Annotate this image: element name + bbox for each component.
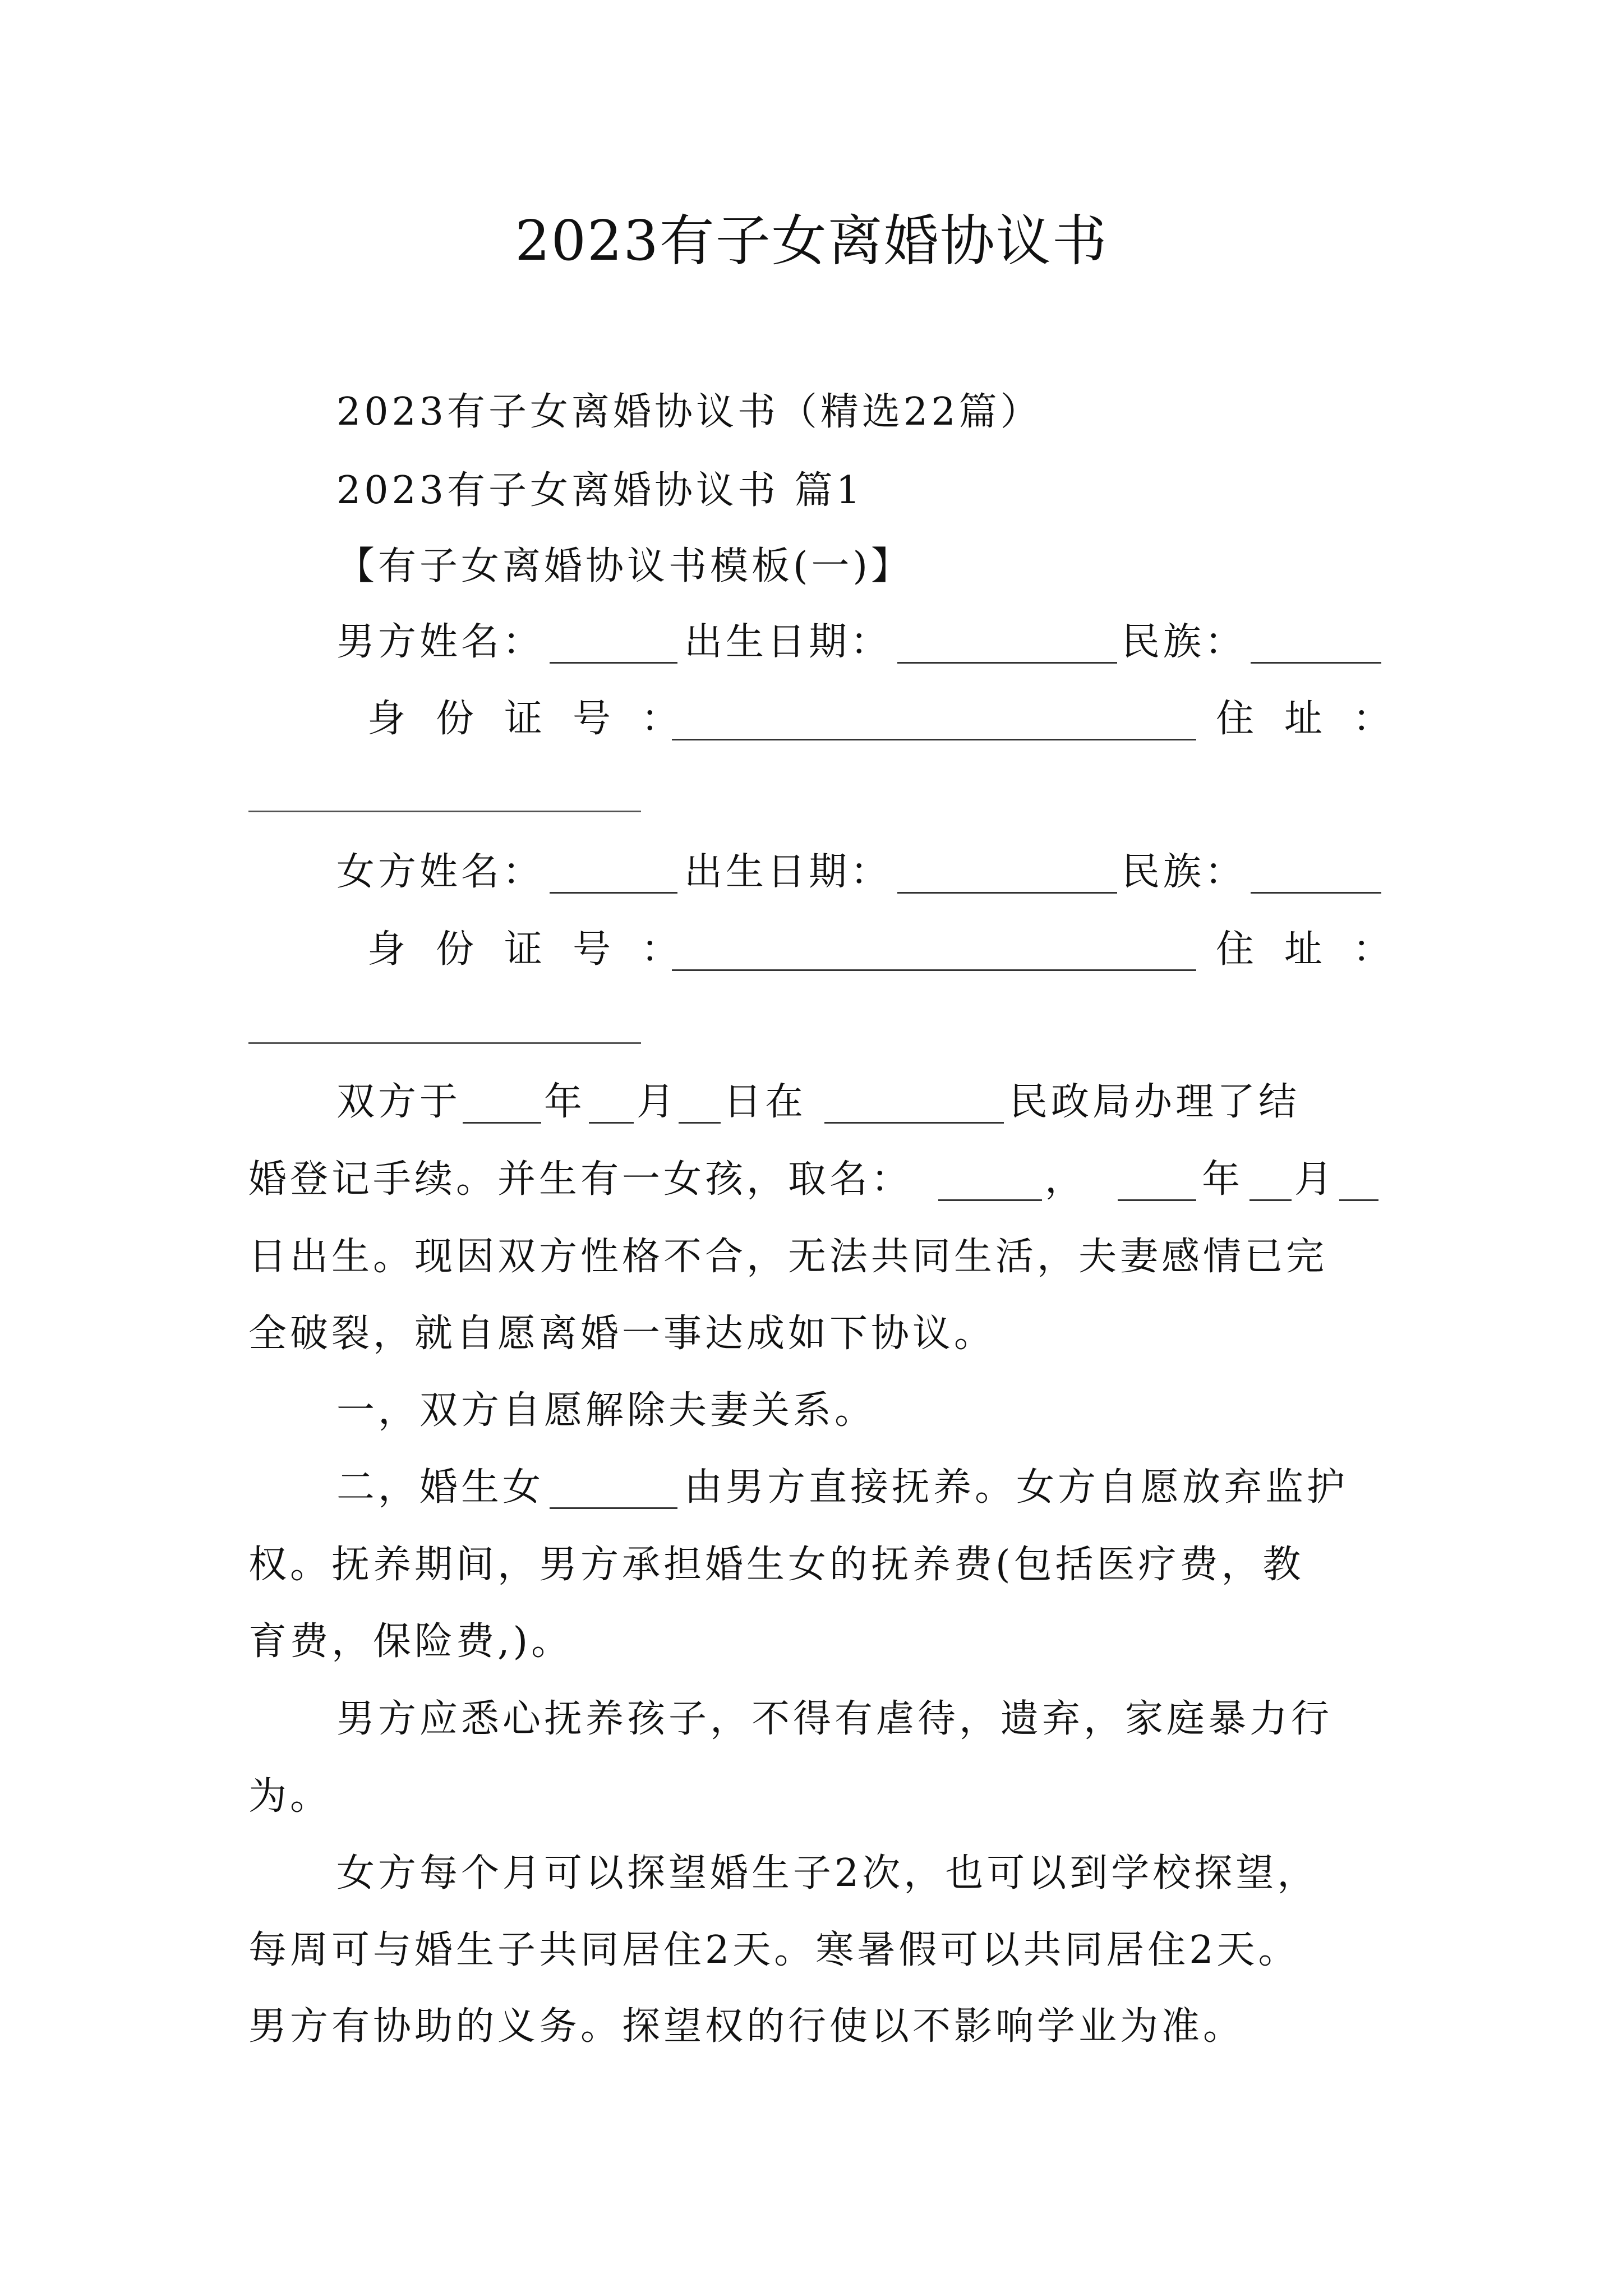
para1-text-e: 民政局办理了结 [1009,1080,1301,1124]
female-address-label: 住址： [1216,927,1422,972]
male-name-label: 男方姓名： [336,620,545,664]
marriage-month-blank[interactable] [589,1122,634,1124]
clause-2-text-b: 由男方直接抚养。女方自愿放弃监护 [684,1465,1349,1510]
male-duty-line2: 为。 [248,1774,332,1819]
visit-line1: 女方每个月可以探望婚生子2次，也可以到学校探望， [336,1851,1319,1895]
female-address-blank[interactable] [248,1042,641,1044]
male-birth-blank[interactable] [897,662,1117,664]
male-birth-label: 出生日期： [684,620,892,664]
para1-line4: 全破裂，就自愿离婚一事达成如下协议。 [248,1312,996,1356]
female-birth-label: 出生日期： [684,850,892,894]
female-id-blank[interactable] [672,969,1196,971]
male-id-label: 身份证号： [367,697,710,741]
template-heading: 【有子女离婚协议书模板(一)】 [336,544,913,588]
para1-text-l2b: ， [1045,1157,1087,1202]
female-birth-blank[interactable] [897,892,1117,894]
para1-text-l2c: 年 [1202,1157,1244,1202]
female-ethnic-blank[interactable] [1251,892,1381,894]
clause-1: 一，双方自愿解除夫妻关系。 [336,1388,877,1433]
male-address-blank[interactable] [248,811,641,812]
female-name-label: 女方姓名： [336,850,545,894]
male-id-blank[interactable] [672,739,1196,740]
female-info-row [336,847,1381,898]
female-id-row [336,924,1422,975]
child-birth-day-blank[interactable] [1339,1199,1378,1201]
child-birth-month-blank[interactable] [1249,1199,1292,1201]
para1-text-l2a: 婚登记手续。并生有一女孩，取名： [248,1157,913,1202]
section-heading: 2023有子女离婚协议书 篇1 [336,468,864,513]
para1-text-c: 月 [637,1080,679,1124]
daughter-name-blank[interactable] [550,1507,677,1509]
child-birth-year-blank[interactable] [1118,1199,1196,1201]
para1-text-a: 双方于 [336,1080,462,1124]
document-subtitle: 2023有子女离婚协议书（精选22篇） [336,390,1042,434]
male-duty-line1: 男方应悉心抚养孩子，不得有虐待，遗弃，家庭暴力行 [336,1697,1333,1741]
male-id-row [336,694,1422,744]
female-ethnic-label: 民族： [1122,850,1247,894]
civil-affairs-office-blank[interactable] [824,1122,1004,1124]
male-name-blank[interactable] [550,662,677,664]
male-ethnic-label: 民族： [1122,620,1247,664]
female-name-blank[interactable] [550,892,677,894]
marriage-year-blank[interactable] [463,1122,541,1124]
female-id-label: 身份证号： [367,927,710,972]
child-name-blank[interactable] [938,1199,1042,1201]
para1-line3: 日出生。现因双方性格不合，无法共同生活，夫妻感情已完 [248,1235,1328,1279]
marriage-day-blank[interactable] [679,1122,721,1124]
male-info-row [336,617,1381,668]
para1-text-b: 年 [544,1080,586,1124]
clause-2-line1 [336,1462,1381,1513]
clause-2-text-a: 二，婚生女 [336,1465,545,1510]
para1-line1 [336,1077,1381,1128]
visit-line2: 每周可与婚生子共同居住2天。寒暑假可以共同居住2天。 [248,1928,1300,1972]
male-ethnic-blank[interactable] [1251,662,1381,664]
para1-text-d: 日在 [723,1080,807,1124]
visit-line3: 男方有协助的义务。探望权的行使以不影响学业为准。 [248,2004,1245,2049]
clause-2-line2: 权。抚养期间，男方承担婚生女的抚养费(包括医疗费，教 [248,1543,1304,1587]
male-address-label: 住址： [1216,697,1422,741]
document-title: 2023有子女离婚协议书 [515,209,1108,273]
para1-line2 [248,1154,1381,1205]
clause-2-line3: 育费，保险费,)。 [248,1619,573,1664]
para1-text-l2d: 月 [1294,1157,1336,1202]
